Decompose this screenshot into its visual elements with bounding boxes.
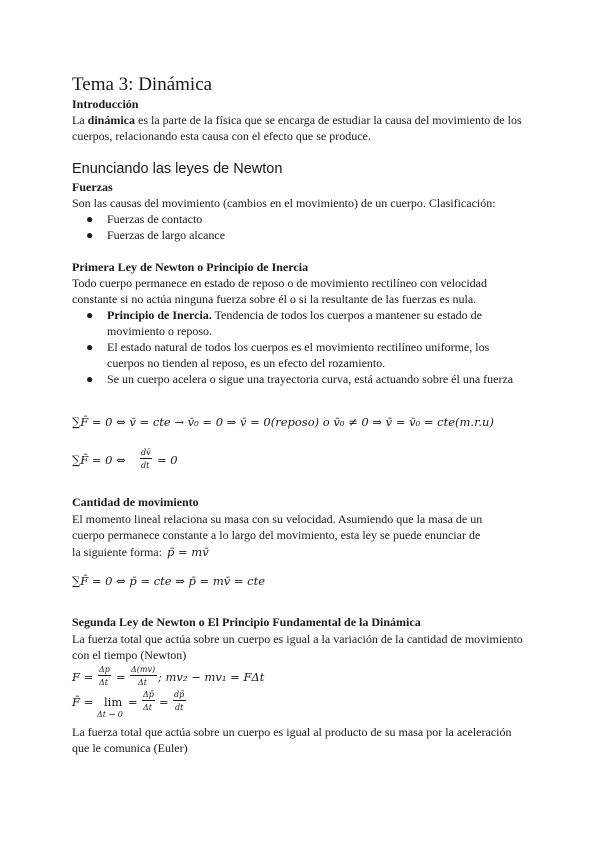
fraction-bar [130,675,157,676]
fuerzas-item-1: Fuerzas de contacto [107,212,203,226]
fraction-bar [98,675,111,676]
principio-inercia-term: Principio de Inercia. [107,308,212,322]
cantidad-line-1: El momento lineal relaciona su masa con su velocidad. Asumiendo que la masa de un [72,512,483,526]
formula-derivada-den: dt [141,461,150,470]
cantidad-line-3: la siguiente forma: [72,545,162,559]
formula-derivada-num: dv̄ [141,448,151,457]
intro-line-1-pre: La [72,113,88,127]
intro-line-1-post: es la parte de la física que se encarga de estudiar la causa del movimiento de los [135,113,522,127]
fuerzas-item-2: Fuerzas de largo alcance [107,228,226,242]
primera-ley-bullet-3: Se un cuerpo acelera o sigue una trayectoria curva, está actuando sobre él una fuerza [107,372,514,386]
segunda-ley-line-1: La fuerza total que actúa sobre un cuerpo es igual a la variación de la cantidad de movimiento [72,632,523,646]
primera-ley-bullet-2-cont: cuerpos no tienden al reposo, es un efecto del rozamiento. [107,356,386,370]
cantidad-heading: Cantidad de movimiento [72,495,199,509]
primera-ley-bullet-2: El estado natural de todos los cuerpos es el movimiento rectilíneo uniforme, los [107,340,490,354]
formula-2-lhs: F = [72,670,94,684]
formula-3-lim: lim [104,695,123,709]
page-title: Tema 3: Dinámica [72,74,213,95]
bullet-icon: ● [86,228,94,242]
fraction-bar [142,700,155,701]
formula-2-num-2: Δ(mv) [131,665,156,674]
primera-ley-bullet-1-cont: movimiento o reposo. [107,324,212,338]
formula-3-den-2: dt [175,703,184,712]
formula-2-rest: ; mv₂ − mv₁ = FΔt [158,670,265,684]
segunda-ley-line-4: que le comunica (Euler) [72,741,188,755]
fraction-bar [140,458,152,459]
formula-2-den-2: Δt [138,678,147,687]
segunda-ley-heading: Segunda Ley de Newton o El Principio Fundamental de la Dinámica [72,615,421,629]
formula-3-lhs: F̄ = [72,695,94,709]
formula-3-eq-2: = [159,695,169,709]
formula-3-num-2: dp̄ [174,690,185,699]
cantidad-inline-formula: p̄ = mv̄ [167,545,209,559]
intro-heading: Introducción [72,97,139,111]
bullet-icon: ● [86,340,94,354]
formula-2-den-1: Δt [99,678,108,687]
primera-ley-bullet-1 [107,308,482,323]
segunda-ley-line-3: La fuerza total que actúa sobre un cuerpo es igual al producto de su masa por la aceleración [72,725,512,739]
bullet-icon: ● [86,308,94,322]
intro-bold-term: dinámica [87,113,135,127]
primera-ley-heading: Primera Ley de Newton o Principio de Inercia [72,260,309,274]
fuerzas-heading: Fuerzas [72,180,113,194]
intro-line-2: cuerpos, relacionando esta causa con el efecto que se produce. [72,129,371,143]
cantidad-line-2: cuerpo permanece constante a lo largo del movimiento, esta ley se puede enunciar de [72,528,481,542]
intro-line-1 [72,113,522,128]
segunda-ley-line-2: con el tiempo (Newton) [72,648,187,662]
formula-2-eq: = [116,670,126,684]
bullet-icon: ● [86,372,94,386]
formula-3-lim-sub: Δt → 0 [97,710,123,719]
formula-derivada-rhs: = 0 [157,453,178,467]
fuerzas-text: Son las causas del movimiento (cambios en el movimiento) de un cuerpo. Clasificación: [72,196,496,210]
formula-3-eq-1: = [128,695,138,709]
fraction-bar [173,700,186,701]
primera-ley-bullet-1-text: Tendencia de todos los cuerpos a mantener su estado de [211,308,482,322]
formula-3-den-1: Δt [143,703,152,712]
formula-inercia: ∑F̄ = 0 ⇔ v̄ = cte → v̄₀ = 0 ⇒ v̄ = 0(reposo) o v̄₀ ≠ 0 ⇒ v̄ = v̄₀ = cte(m.r.u) [72,415,494,429]
formula-3-num-1: Δp̄ [143,690,154,699]
formula-derivada-lhs: ∑F̄ = 0 ⇔ [72,453,126,467]
section-title: Enunciando las leyes de Newton [72,161,283,177]
primera-ley-line-1: Todo cuerpo permanece en estado de reposo o de movimiento rectilíneo con velocidad [72,276,488,290]
primera-ley-line-2: constante si no actúa ninguna fuerza sobre él o si la resultante de las fuerzas es nula. [72,292,477,306]
bullet-icon: ● [86,212,94,226]
formula-derivada [72,452,126,468]
formula-momento: ∑F̄ = 0 ⇔ p̄ = cte ⇒ p̄ = mv̄ = cte [72,574,266,588]
formula-2-num-1: Δp [99,665,110,674]
